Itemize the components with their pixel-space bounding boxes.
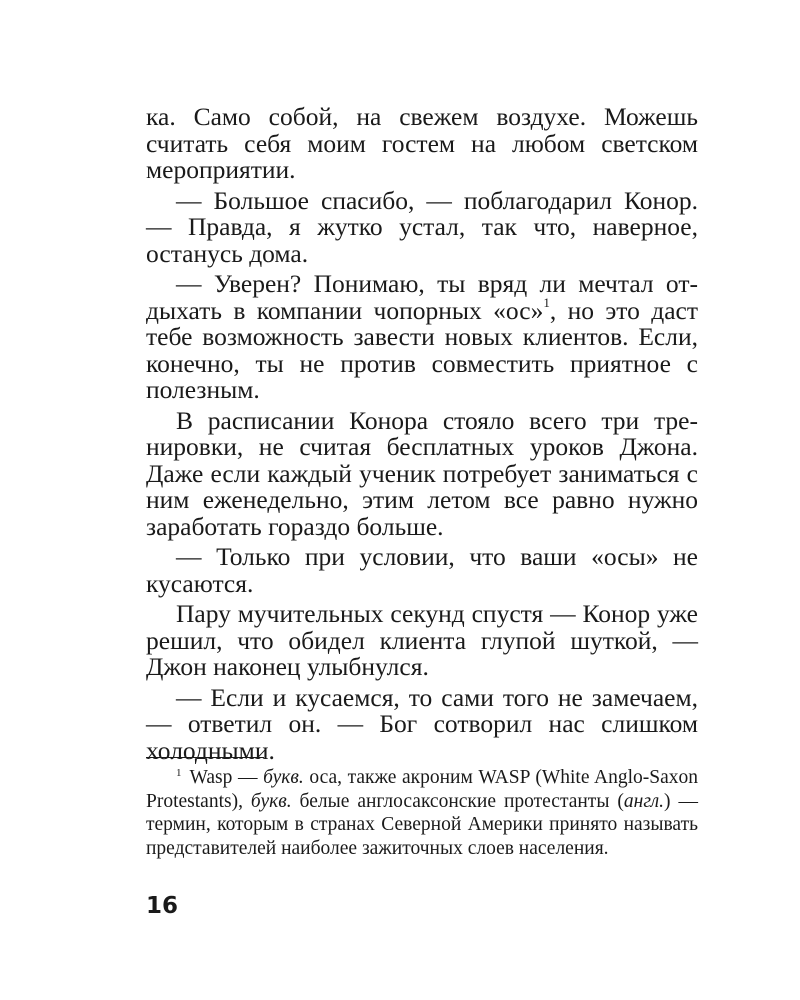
paragraph-3-tail: , но это даст тебе возможность завести новых клиентов. Если, конечно, ты не против совместить приятное с полезным. — [146, 295, 698, 404]
page-number: 16 — [146, 893, 179, 919]
footnote-text-3: ) — термин, которым в странах Северной Америки принято называть представителей наиболее зажиточных слоев населения. — [146, 790, 699, 859]
paragraph-7: — Если и кусаемся, то сами того не замечаем, — ответил он. — Бог сотворил нас слишком холодными. — [146, 682, 698, 765]
paragraph-3 — [146, 271, 698, 404]
paragraph-6: Пару мучительных секунд спустя — Конор уже решил, что обидел клиента глупой шуткой, — Джон наконец улыбнулся. — [146, 599, 698, 681]
footnote-abbr-1: букв. — [263, 767, 304, 788]
footnote-text-2: белые англосаксонские протестанты ( — [291, 790, 624, 812]
footnote-marker: 1 — [176, 766, 182, 779]
paragraph-1: ка. Само собой, на свежем воздухе. Можешь считать себя моим гостем на любом светском мероприятии. — [146, 102, 698, 184]
footnote — [146, 766, 698, 860]
footnote-text-1: оса, также акроним WASP (White Anglo-Saxon Protestants), — [146, 767, 698, 812]
footnote-abbr-3: англ. — [623, 790, 665, 812]
footnote-text — [146, 766, 698, 860]
footnote-abbr-2: букв. — [250, 790, 292, 812]
footnote-reference[interactable]: 1 — [543, 295, 550, 310]
paragraph-3-head: — Уверен? Понимаю, ты вряд ли мечтал отдыхать в компании чопорных «ос» — [146, 269, 698, 325]
paragraph-4: В расписании Конора стояло всего три тренировки, не считая бесплатных уроков Джона. Даже если каждый ученик потребует заниматься с ним еженедельно, этим летом все равно нужно заработать гораздо больше. — [146, 405, 698, 541]
footnote-term: Wasp — — [189, 767, 264, 788]
footnote-divider — [146, 757, 264, 758]
main-text — [146, 104, 698, 764]
paragraph-2: — Большое спасибо, — поблагодарил Конор. — Правда, я жутко устал, так что, наверное, останусь дома. — [146, 185, 698, 268]
paragraph-5: — Только при условии, что ваши «осы» не кусаются. — [146, 542, 698, 598]
